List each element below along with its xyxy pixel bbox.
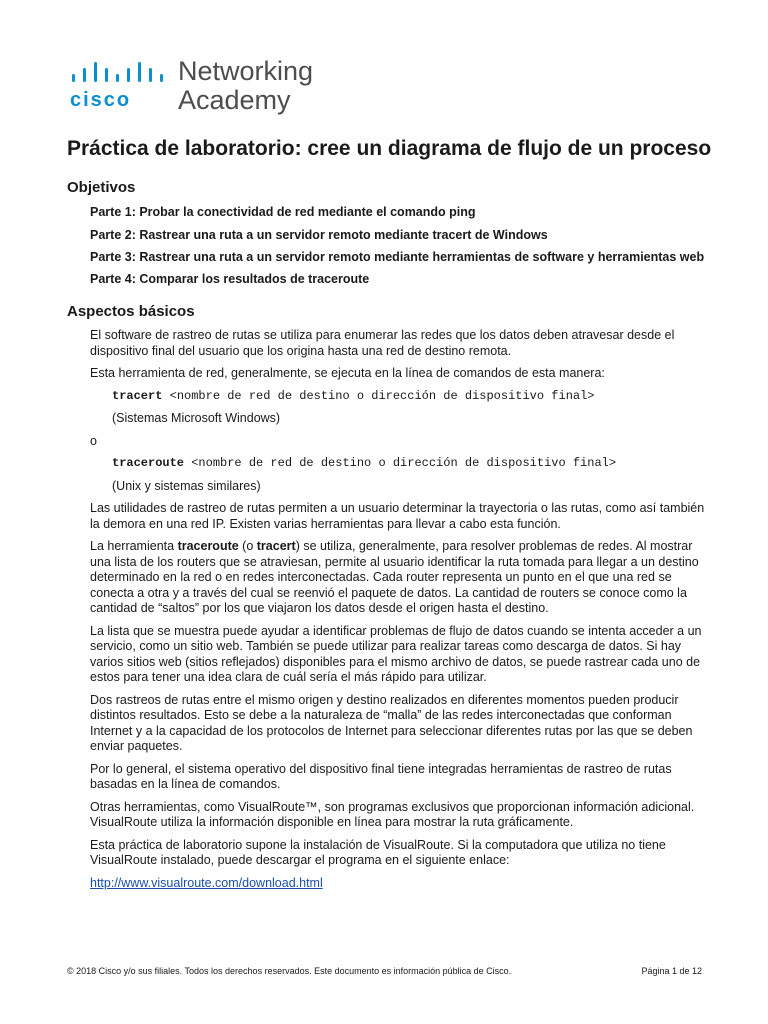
- paragraph-4: [90, 539, 710, 617]
- page-number: Página 1 de 12: [641, 966, 702, 976]
- tracert-command: [112, 389, 710, 405]
- traceroute-keyword: traceroute: [112, 456, 185, 470]
- tracert-argument: <nombre de red de destino o dirección de dispositivo final>: [162, 388, 595, 403]
- traceroute-argument: <nombre de red de destino o dirección de dispositivo final>: [184, 456, 617, 470]
- p4-text-c: (o: [238, 539, 257, 553]
- page-title: Práctica de laboratorio: cree un diagrama de flujo de un proceso: [67, 137, 712, 160]
- cisco-networking-academy-logo: [66, 58, 326, 118]
- tracert-keyword: tracert: [112, 388, 163, 403]
- logo-academy: Academy: [178, 85, 291, 115]
- paragraph-6: Dos rastreos de rutas entre el mismo origen y destino realizados en diferentes momentos pueden producir distintos resultados. Esto se debe a la naturaleza de “malla” de las redes interconectadas que conforman Internet y a la capacidad de los protocolos de Internet para seleccionar diferentes rutas por las que se deben enviar paquetes.: [90, 692, 693, 753]
- paragraph-9: Esta práctica de laboratorio supone la instalación de VisualRoute. Si la computadora que utiliza no tiene VisualRoute instalado, puede descargar el programa en el siguiente enlace:: [90, 837, 666, 867]
- p4-tracert-bold: tracert: [256, 539, 296, 553]
- cisco-bars-icon: [72, 62, 172, 86]
- p4-text-e: ) se utiliza, generalmente, para resolver problemas de redes. Al mostrar una lista de los routers que se atraviesan, permite al usuario identificar la ruta tomada para llegar a un destino determinado en la red o en redes interconectadas. Cada router representa un punto en el que una red se conecta a otra y a través del cual se reenvió el paquete de datos. La cantidad de routers se conoce como la cantidad de “saltos” por los que viajaron los datos desde el origen hasta el destino.: [90, 539, 699, 615]
- objective-part-2: Parte 2: Rastrear una ruta a un servidor remoto mediante tracert de Windows: [90, 228, 548, 242]
- objectives-heading: Objetivos: [67, 179, 136, 196]
- objective-part-4: Parte 4: Comparar los resultados de traceroute: [90, 272, 370, 286]
- visualroute-download-link[interactable]: http://www.visualroute.com/download.html: [90, 875, 323, 890]
- paragraph-5: La lista que se muestra puede ayudar a identificar problemas de flujo de datos cuando se intenta acceder a un servicio, como un sitio web. También se puede utilizar para realizar tareas como descarga de datos. Si hay varios sitios web (sitios reflejados) disponibles para el mismo archivo de datos, se puede rastrear cada uno de estos para tener una idea clara de cuál sería el más rápido para utilizar.: [90, 623, 702, 684]
- objective-part-1: Parte 1: Probar la conectividad de red mediante el comando ping: [90, 205, 476, 219]
- paragraph-3: Las utilidades de rastreo de rutas permiten a un usuario determinar la trayectoria o las rutas, como así también la demora en una red IP. Existen varias herramientas para llevar a cabo esta función.: [90, 501, 705, 531]
- logo-networking: Networking: [178, 56, 314, 86]
- paragraph-8: Otras herramientas, como VisualRoute™, son programas exclusivos que proporcionan información adicional. VisualRoute utiliza la información disponible en línea para mostrar la ruta gráficamente.: [90, 799, 695, 829]
- p4-text-a: La herramienta: [90, 539, 178, 553]
- p4-traceroute-bold: traceroute: [177, 539, 239, 553]
- traceroute-note: (Unix y sistemas similares): [112, 478, 261, 493]
- paragraph-2: Esta herramienta de red, generalmente, se ejecuta en la línea de comandos de esta manera:: [90, 366, 605, 380]
- tracert-note: (Sistemas Microsoft Windows): [112, 411, 281, 425]
- background-body: [90, 328, 710, 898]
- traceroute-command: [112, 456, 710, 472]
- cisco-wordmark: cisco: [70, 89, 132, 111]
- or-text: o: [90, 433, 97, 448]
- paragraph-7: Por lo general, el sistema operativo del dispositivo final tiene integradas herramientas de rastreo de rutas basadas en la línea de comandos.: [90, 761, 672, 791]
- background-heading: Aspectos básicos: [67, 303, 195, 320]
- paragraph-1: El software de rastreo de rutas se utiliza para enumerar las redes que los datos deben atravesar desde el dispositivo final del usuario que los origina hasta una red de destino remota.: [90, 328, 675, 358]
- copyright-text: © 2018 Cisco y/o sus filiales. Todos los derechos reservados. Este documento es información pública de Cisco.: [67, 966, 512, 976]
- objective-part-3: Parte 3: Rastrear una ruta a un servidor remoto mediante herramientas de software y herramientas web: [90, 250, 705, 264]
